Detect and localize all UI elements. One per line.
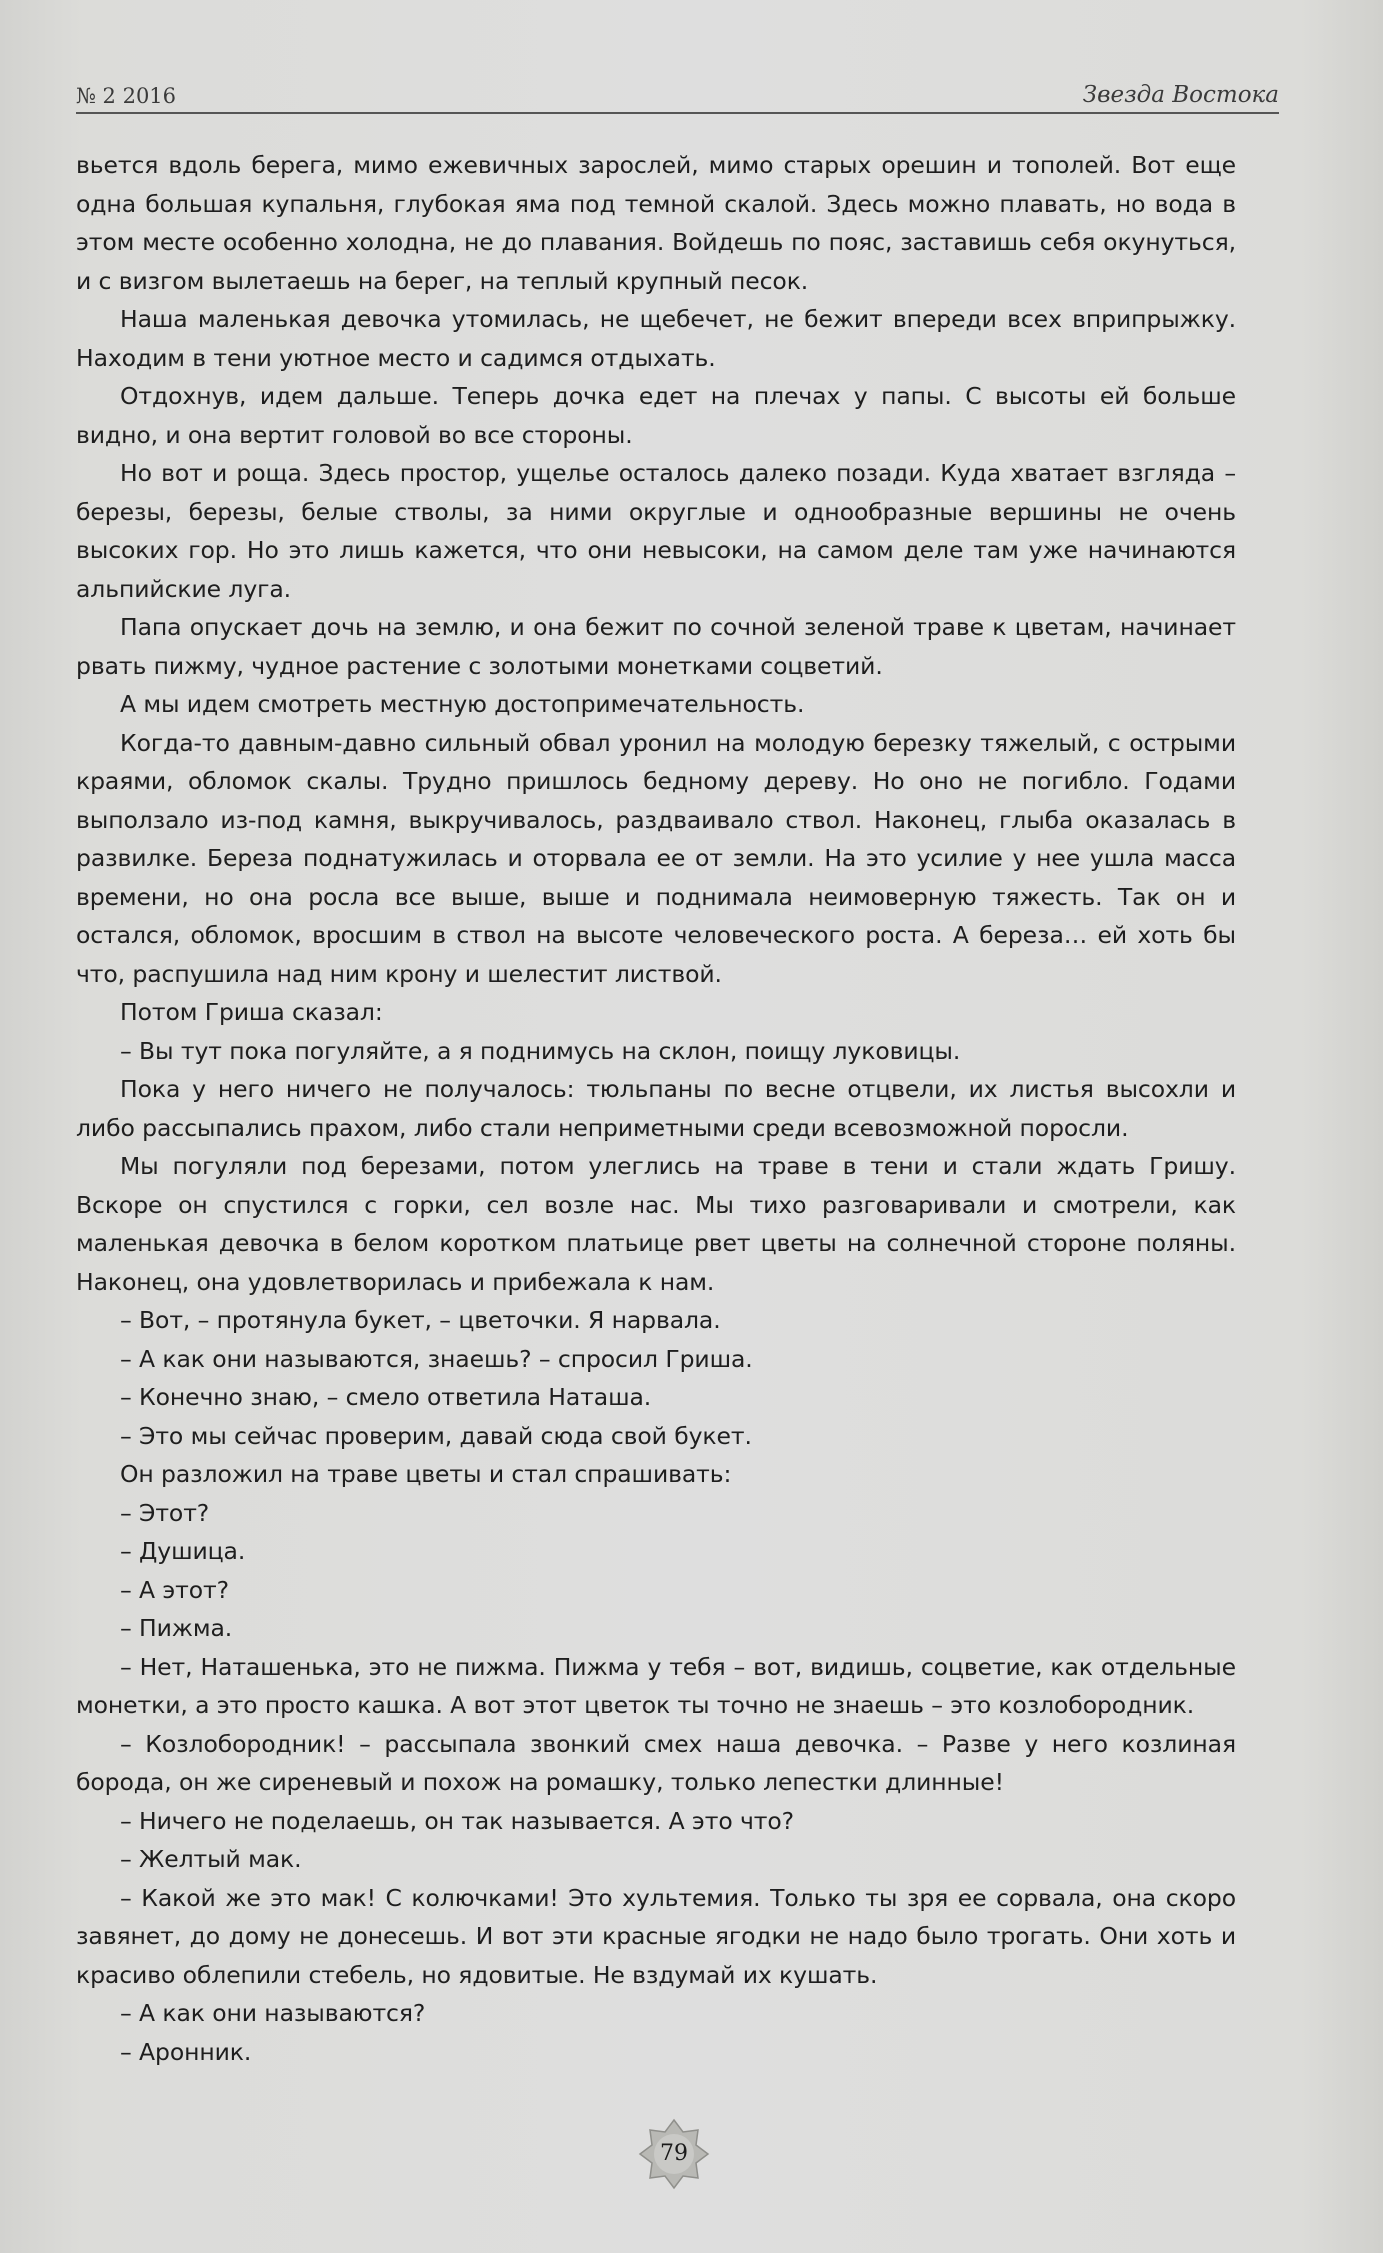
- paragraph: Наша маленькая девочка утомилась, не щебечет, не бежит впереди всех вприпрыжку. Находим в тени уютное место и садимся отдыхать.: [76, 305, 1236, 372]
- dialogue-line: – Желтый мак.: [120, 1845, 302, 1873]
- dialogue-line: – Это мы сейчас проверим, давай сюда свой букет.: [120, 1421, 752, 1450]
- paragraph: вьется вдоль берега, мимо ежевичных зарослей, мимо старых орешин и тополей. Вот еще одна большая купальня, глубокая яма под темной скалой. Здесь можно плавать, но вода в этом месте особенно холодна, не до плавания. Войдешь по пояс, заставишь себя окунуться, и с визгом вылетаешь на берег, на теплый крупный песок.: [76, 151, 1236, 295]
- paragraph: Пока у него ничего не получалось: тюльпаны по весне отцвели, их листья высохли и либо рассыпались прахом, либо стали неприметными среди всевозможной поросли.: [76, 1075, 1236, 1142]
- paragraph: Он разложил на траве цветы и стал спрашивать:: [120, 1460, 732, 1488]
- dialogue-line: – Аронник.: [120, 2037, 252, 2066]
- dialogue-line: – Ничего не поделаешь, он так называется. А это что?: [120, 1806, 794, 1835]
- issue-number: № 2 2016: [76, 84, 177, 108]
- article-body: [76, 146, 1236, 2071]
- paragraph: Потом Гриша сказал:: [120, 998, 383, 1026]
- page-number: 79: [660, 2141, 688, 2166]
- paragraph: А мы идем смотреть местную достопримечательность.: [120, 690, 805, 718]
- dialogue-line: – Какой же это мак! С колючками! Это хультемия. Только ты зря ее сорвала, она скоро завянет, до дому не донесешь. И вот эти красные ягодки не надо было трогать. Они хоть и красиво облепили стебель, но ядовитые. Не вздумай их кушать.: [76, 1883, 1236, 1989]
- dialogue-line: – Козлобородник! – рассыпала звонкий смех наша девочка. – Разве у него козлиная борода, он же сиреневый и похож на ромашку, только лепестки длинные!: [76, 1729, 1236, 1796]
- dialogue-line: – А как они называются?: [120, 1999, 426, 2027]
- running-header: [76, 72, 1279, 108]
- dialogue-line: – Душица.: [120, 1537, 246, 1565]
- dialogue-line: – Нет, Наташенька, это не пижма. Пижма у тебя – вот, видишь, соцветие, как отдельные монетки, а это просто кашка. А вот этот цветок ты точно не знаешь – это козлобородник.: [76, 1652, 1236, 1719]
- dialogue-line: – А этот?: [120, 1575, 229, 1604]
- header-rule: [76, 112, 1279, 114]
- paragraph: Мы погуляли под березами, потом улеглись на траве в тени и стали ждать Гришу. Вскоре он спустился с горки, сел возле нас. Мы тихо разговаривали и смотрели, как маленькая девочка в белом коротком платьице рвет цветы на солнечной стороне поляны. Наконец, она удовлетворилась и прибежала к нам.: [76, 1152, 1236, 1296]
- dialogue-line: – Вы тут пока погуляйте, а я поднимусь на склон, поищу луковицы.: [120, 1036, 961, 1065]
- paragraph: Но вот и роща. Здесь простор, ущелье осталось далеко позади. Куда хватает взгляда – березы, березы, белые стволы, за ними округлые и однообразные вершины не очень высоких гор. Но это лишь кажется, что они невысоки, на самом деле там уже начинаются альпийские луга.: [76, 459, 1236, 603]
- journal-title: Звезда Востока: [1082, 82, 1279, 108]
- paragraph: Когда-то давным-давно сильный обвал уронил на молодую березку тяжелый, с острыми краями, обломок скалы. Трудно пришлось бедному дереву. Но оно не погибло. Годами выползало из-под камня, выкручивалось, раздваивало ствол. Наконец, глыба оказалась в развилке. Береза поднатужилась и оторвала ее от земли. На это усилие у нее ушла масса времени, но она росла все выше, выше и поднимала неимоверную тяжесть. Так он и остался, обломок, вросшим в ствол на высоте человеческого роста. А береза… ей хоть бы что, распушила над ним крону и шелестит листвой.: [76, 728, 1236, 988]
- dialogue-line: – Пижма.: [120, 1614, 233, 1642]
- dialogue-line: – Вот, – протянула букет, – цветочки. Я нарвала.: [120, 1306, 721, 1334]
- page-number-badge: [638, 2118, 710, 2190]
- paragraph: Папа опускает дочь на землю, и она бежит по сочной зеленой траве к цветам, начинает рвать пижму, чудное растение с золотыми монетками соцветий.: [76, 613, 1236, 680]
- paragraph: Отдохнув, идем дальше. Теперь дочка едет на плечах у папы. С высоты ей больше видно, и она вертит головой во все стороны.: [76, 382, 1236, 449]
- dialogue-line: – Этот?: [120, 1498, 210, 1527]
- dialogue-line: – Конечно знаю, – смело ответила Наташа.: [120, 1383, 652, 1411]
- dialogue-line: – А как они называются, знаешь? – спросил Гриша.: [120, 1344, 753, 1373]
